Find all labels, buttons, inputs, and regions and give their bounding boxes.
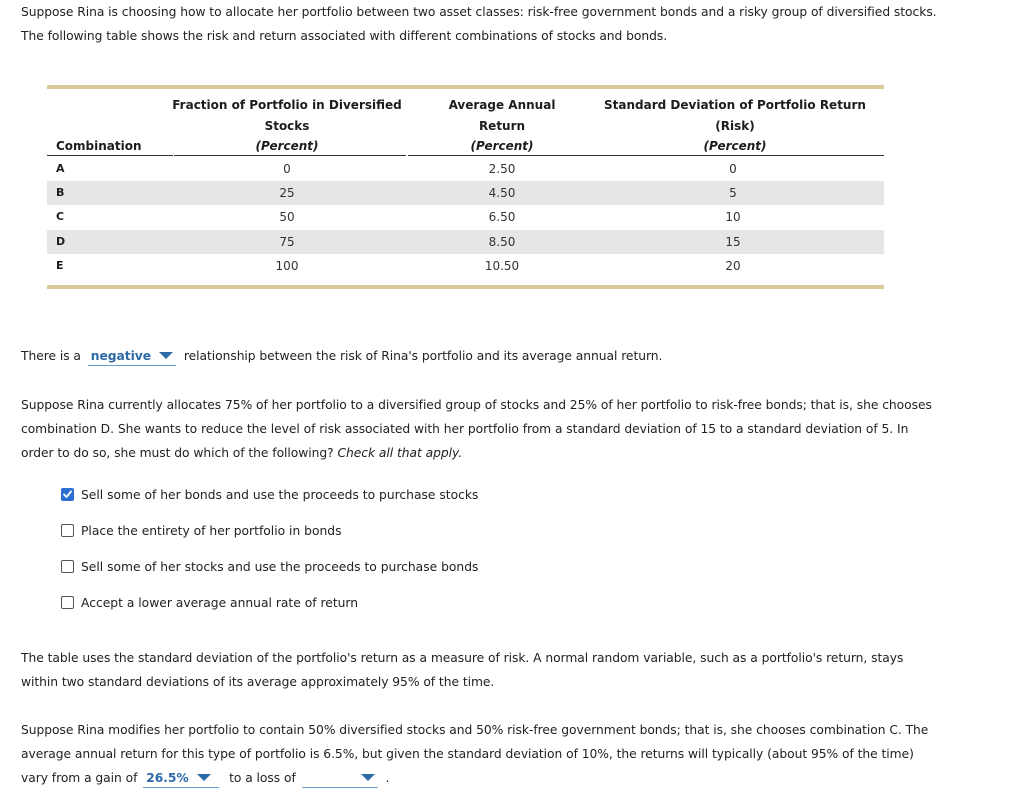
checkbox-checked[interactable] — [61, 488, 74, 501]
chevron-down-icon — [361, 774, 375, 781]
q2-line-2: combination D. She wants to reduce the level of risk associated with her portfolio from a standard deviation of 15 to a standard deviation of 5. In — [21, 422, 909, 436]
q2-line-1: Suppose Rina currently allocates 75% of her portfolio to a diversified group of stocks and 25% of her portfolio to risk-free bonds; that is, she chooses — [21, 398, 932, 412]
cell-fraction: 0 — [283, 162, 291, 176]
q3-line-1: Suppose Rina modifies her portfolio to contain 50% diversified stocks and 50% risk-free government bonds; that is, she chooses combination C. The — [21, 723, 929, 737]
table-top-rule — [47, 85, 884, 89]
checkbox-unchecked[interactable] — [61, 524, 74, 537]
checkbox-unchecked[interactable] — [61, 560, 74, 573]
reduce-risk-question — [21, 393, 1011, 465]
q3-suffix: . — [385, 771, 390, 785]
cell-combination: C — [56, 210, 65, 223]
option-label: Sell some of her stocks and use the proceeds to purchase bonds — [81, 560, 479, 574]
cell-fraction: 100 — [275, 259, 299, 273]
relationship-question — [21, 344, 1011, 368]
option-label: Sell some of her bonds and use the proceeds to purchase stocks — [81, 488, 479, 502]
cell-std-dev: 0 — [729, 162, 737, 176]
q3-middle: to a loss of — [229, 771, 296, 785]
option-sell-bonds-buy-stocks[interactable] — [61, 486, 478, 504]
cell-return: 6.50 — [488, 210, 516, 224]
q3-prefix: vary from a gain of — [21, 771, 138, 785]
chevron-down-icon — [197, 774, 211, 781]
intro-text — [21, 0, 1011, 48]
q2-instruction: Check all that apply. — [337, 446, 463, 460]
gain-dropdown[interactable] — [143, 770, 219, 788]
cell-return: 10.50 — [484, 259, 520, 273]
table-row — [47, 230, 884, 254]
cell-return: 8.50 — [488, 235, 516, 249]
table-row — [47, 205, 884, 229]
check-icon — [63, 490, 72, 499]
intro-line-2: The following table shows the risk and return associated with different combinations of stocks and bonds. — [21, 29, 668, 43]
q1-before-text: There is a — [21, 349, 81, 363]
table-row — [47, 181, 884, 205]
cell-combination: E — [56, 259, 64, 272]
cell-return: 4.50 — [488, 186, 516, 200]
header-underline-std-dev — [596, 155, 884, 156]
note-line-2: within two standard deviations of its average approximately 95% of the time. — [21, 675, 495, 689]
table-row — [47, 254, 884, 278]
gain-dropdown-value: 26.5% — [146, 771, 189, 785]
cell-combination: B — [56, 186, 65, 199]
cell-std-dev: 5 — [729, 186, 737, 200]
header-fraction: Fraction of Portfolio in Diversified Stocks (Percent) — [172, 98, 402, 153]
cell-return: 2.50 — [488, 162, 516, 176]
cell-fraction: 25 — [279, 186, 295, 200]
option-label: Accept a lower average annual rate of return — [81, 596, 359, 610]
return-range-question — [21, 718, 1011, 790]
checkbox-unchecked[interactable] — [61, 596, 74, 609]
cell-combination: D — [56, 235, 66, 248]
cell-combination: A — [56, 162, 65, 175]
portfolio-table — [47, 85, 884, 289]
loss-dropdown[interactable] — [302, 770, 378, 788]
q3-line-2: average annual return for this type of portfolio is 6.5%, but given the standard deviation of 10%, the returns will typically (about 95% of the time) — [21, 747, 914, 761]
relationship-dropdown[interactable] — [88, 348, 176, 366]
cell-fraction: 75 — [279, 235, 295, 249]
table-bottom-rule — [47, 285, 884, 289]
header-underline-return — [408, 155, 596, 156]
q1-after-text: relationship between the risk of Rina's portfolio and its average annual return. — [183, 349, 663, 363]
header-combination: Combination — [56, 139, 142, 153]
cell-std-dev: 15 — [725, 235, 741, 249]
option-sell-stocks-buy-bonds[interactable] — [61, 558, 478, 576]
cell-fraction: 50 — [279, 210, 295, 224]
intro-line-1: Suppose Rina is choosing how to allocate her portfolio between two asset classes: risk-free government bonds and a risky group of diversified stocks. — [21, 5, 937, 19]
note-line-1: The table uses the standard deviation of the portfolio's return as a measure of risk. A normal random variable, such as a portfolio's return, stays — [21, 651, 904, 665]
cell-std-dev: 20 — [725, 259, 741, 273]
option-lower-return[interactable] — [61, 594, 358, 612]
chevron-down-icon — [159, 352, 173, 359]
relationship-dropdown-value: negative — [90, 349, 152, 363]
header-underline-fraction — [174, 155, 406, 156]
option-all-bonds[interactable] — [61, 522, 342, 540]
header-std-dev: Standard Deviation of Portfolio Return (Risk) (Percent) — [604, 98, 866, 153]
cell-std-dev: 10 — [725, 210, 741, 224]
risk-note — [21, 646, 1011, 694]
option-label: Place the entirety of her portfolio in bonds — [81, 524, 342, 538]
header-return: Average Annual Return (Percent) — [448, 98, 556, 153]
header-underline-combination — [47, 155, 173, 156]
table-row — [47, 157, 884, 181]
q2-line-3: order to do so, she must do which of the following? — [21, 446, 334, 460]
